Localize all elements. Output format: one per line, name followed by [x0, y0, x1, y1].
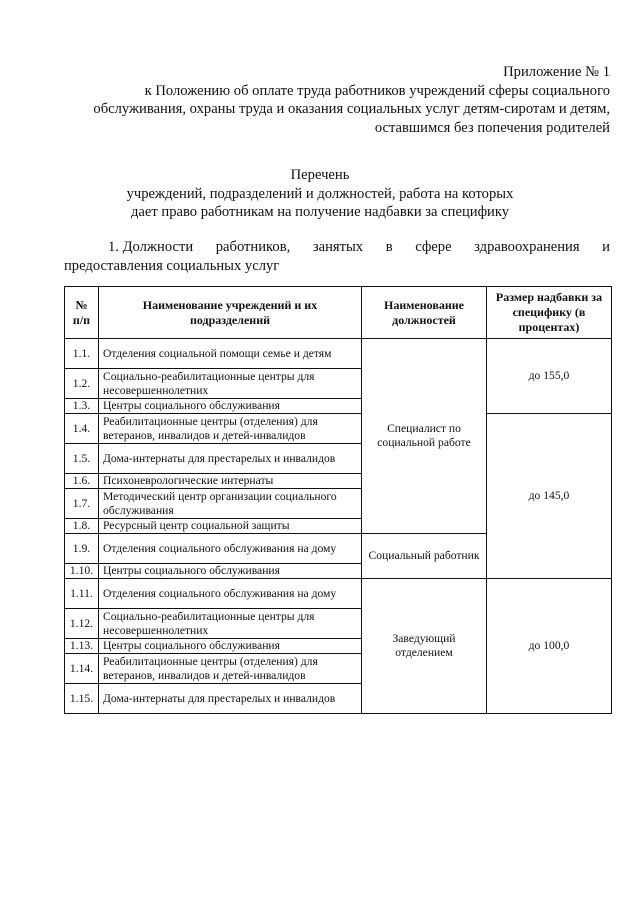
allowance-table: [64, 286, 612, 714]
section-title-line-1: [64, 238, 610, 257]
row-name: Отделения социальной помощи семье и детям: [99, 339, 362, 369]
position-head-of-department: Заведующий отделением: [362, 579, 487, 714]
row-number: 1.2.: [65, 369, 99, 399]
table-row: [65, 339, 612, 369]
row-name: Отделения социального обслуживания на дому: [99, 579, 362, 609]
row-number: 1.11.: [65, 579, 99, 609]
rate-145: до 145,0: [487, 414, 612, 579]
rate-155: до 155,0: [487, 339, 612, 414]
row-name: Центры социального обслуживания: [99, 639, 362, 654]
row-name: Центры социального обслуживания: [99, 564, 362, 579]
row-number: 1.3.: [65, 399, 99, 414]
section-title: [64, 238, 610, 275]
appendix-line: обслуживания, охраны труда и оказания социальных услуг детям-сиротам и детям,: [93, 101, 610, 117]
header-num: № п/п: [65, 287, 99, 339]
position-specialist: Специалист по социальной работе: [362, 339, 487, 534]
header-rate: Размер надбавки за специфику (в процентах): [487, 287, 612, 339]
position-social-worker: Социальный работник: [362, 534, 487, 579]
row-name: Центры социального обслуживания: [99, 399, 362, 414]
row-name: Реабилитационные центры (отделения) для ветеранов, инвалидов и детей-инвалидов: [99, 414, 362, 444]
row-name: Социально-реабилитационные центры для несовершеннолетних: [99, 369, 362, 399]
section-word: работников,: [215, 239, 291, 255]
section-word: сфере: [415, 239, 452, 255]
row-number: 1.13.: [65, 639, 99, 654]
heading-line: дает право работникам на получение надбавки за специфику: [130, 204, 510, 220]
section-word: здравоохранения: [474, 239, 580, 255]
appendix-header: [30, 63, 610, 137]
section-word: и: [602, 239, 610, 255]
section-word: 1. Должности: [108, 239, 194, 255]
row-name: Методический центр организации социального обслуживания: [99, 489, 362, 519]
row-number: 1.4.: [65, 414, 99, 444]
appendix-line: к Положению об оплате труда работников учреждений сферы социального: [144, 82, 610, 99]
table-row: [65, 414, 612, 444]
table-header-row: [65, 287, 612, 339]
row-name: Психоневрологические интернаты: [99, 474, 362, 489]
row-number: 1.1.: [65, 339, 99, 369]
document-heading: [0, 166, 640, 222]
row-number: 1.15.: [65, 684, 99, 714]
appendix-line: оставшимся без попечения родителей: [374, 119, 610, 136]
rate-100: до 100,0: [487, 579, 612, 714]
header-position: Наименование должностей: [362, 287, 487, 339]
row-number: 1.6.: [65, 474, 99, 489]
row-name: Ресурсный центр социальной защиты: [99, 519, 362, 534]
row-number: 1.9.: [65, 534, 99, 564]
row-number: 1.12.: [65, 609, 99, 639]
row-name: Отделения социального обслуживания на дому: [99, 534, 362, 564]
section-word: занятых: [312, 239, 364, 255]
row-number: 1.7.: [65, 489, 99, 519]
header-name: Наименование учреждений и их подразделений: [99, 287, 362, 339]
appendix-title: Приложение № 1: [503, 64, 610, 80]
row-number: 1.5.: [65, 444, 99, 474]
heading-line: учреждений, подразделений и должностей, работа на которых: [126, 185, 514, 202]
row-number: 1.8.: [65, 519, 99, 534]
row-name: Социально-реабилитационные центры для несовершеннолетних: [99, 609, 362, 639]
row-number: 1.14.: [65, 654, 99, 684]
row-name: Реабилитационные центры (отделения) для ветеранов, инвалидов и детей-инвалидов: [99, 654, 362, 684]
section-word: в: [385, 239, 393, 255]
row-number: 1.10.: [65, 564, 99, 579]
row-name: Дома-интернаты для престарелых и инвалидов: [99, 444, 362, 474]
row-name: Дома-интернаты для престарелых и инвалидов: [99, 684, 362, 714]
heading-title: Перечень: [290, 167, 350, 183]
section-title-line-2: предоставления социальных услуг: [64, 257, 280, 274]
table-row: [65, 579, 612, 609]
